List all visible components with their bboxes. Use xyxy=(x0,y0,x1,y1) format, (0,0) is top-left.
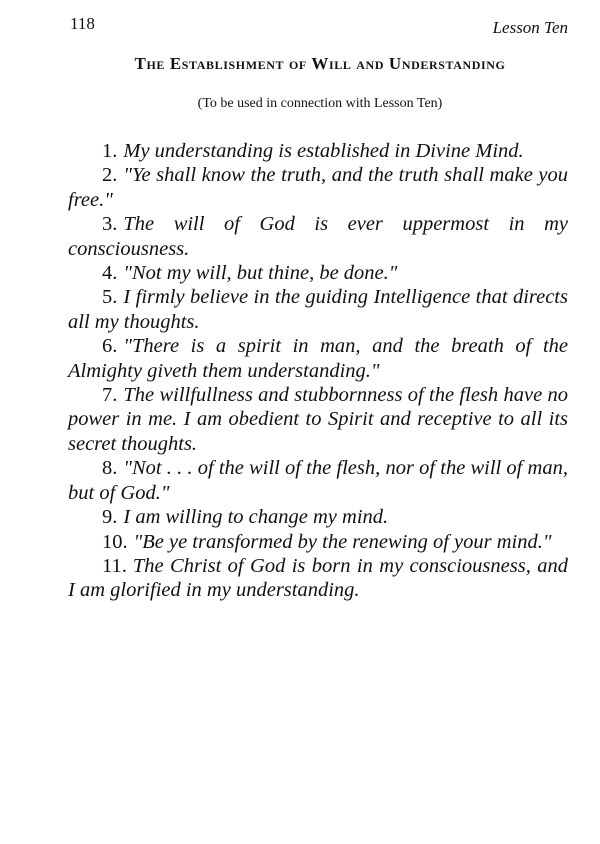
page-title: The Establishment of Will and Understanding xyxy=(134,54,506,73)
page-subtitle: (To be used in connection with Lesson Ten) xyxy=(197,96,443,111)
item-text: "Be ye transformed by the renewing of your mind." xyxy=(133,530,552,553)
list-item xyxy=(68,530,568,554)
item-number: 6. xyxy=(102,335,118,358)
item-number: 4. xyxy=(102,262,118,285)
list-item xyxy=(68,163,568,212)
item-text: "Not . . . of the will of the flesh, nor of the will of man, but of God." xyxy=(68,457,568,504)
item-text: "Not my will, but thine, be done." xyxy=(123,262,398,285)
list-item xyxy=(68,212,568,261)
page-number: 118 xyxy=(70,14,95,33)
item-text: The Christ of God is born in my consciousness, and I am glorified in my understanding. xyxy=(68,554,568,602)
item-number: 10. xyxy=(102,530,128,553)
item-text: I firmly believe in the guiding Intelligence that directs all my thoughts. xyxy=(68,286,568,333)
list-item xyxy=(68,285,568,334)
item-number: 1. xyxy=(102,140,118,162)
item-text: The willfullness and stubbornness of the flesh have no power in me. I am obedient to Spirit and receptive to all its secret thoughts. xyxy=(68,384,568,455)
list-item xyxy=(68,139,568,163)
item-number: 3. xyxy=(102,213,118,236)
item-text: I am willing to change my mind. xyxy=(123,506,389,529)
list-item xyxy=(68,334,568,383)
item-text: "There is a spirit in man, and the breath of the Almighty giveth them understanding." xyxy=(68,335,568,382)
list-item xyxy=(68,505,568,529)
item-text: My understanding is established in Divine Mind. xyxy=(123,140,524,162)
item-text: The will of God is ever uppermost in my consciousness. xyxy=(68,213,568,260)
affirmation-list xyxy=(68,139,568,603)
item-number: 9. xyxy=(102,506,118,529)
item-number: 2. xyxy=(102,164,118,187)
item-number: 7. xyxy=(102,384,118,407)
running-head: Lesson Ten xyxy=(492,18,568,37)
list-item xyxy=(68,554,568,603)
item-number: 8. xyxy=(102,457,118,480)
list-item xyxy=(68,383,568,456)
list-item xyxy=(68,261,568,285)
item-text: "Ye shall know the truth, and the truth shall make you free." xyxy=(68,164,568,211)
item-number: 5. xyxy=(102,286,118,309)
list-item xyxy=(68,456,568,505)
item-number: 11. xyxy=(102,554,127,577)
